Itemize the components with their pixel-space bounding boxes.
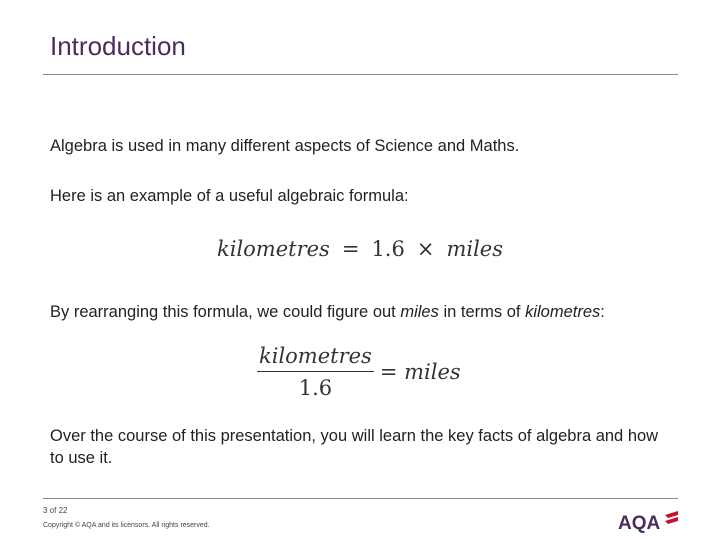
formula-lhs: kilometres	[217, 237, 330, 261]
rearranging-text-end: :	[600, 303, 605, 321]
rearranging-paragraph	[50, 301, 605, 323]
fraction-rhs: = miles	[379, 360, 461, 384]
fraction	[257, 344, 374, 400]
aqa-logo	[618, 509, 680, 533]
rearranging-text-start: By rearranging this formula, we could figure out	[50, 303, 401, 321]
formula-rhs: miles	[446, 237, 504, 261]
aqa-logo-mark	[665, 511, 678, 524]
formula-miles	[257, 344, 461, 400]
example-paragraph: Here is an example of a useful algebraic formula:	[50, 187, 409, 205]
rearranging-text-middle: in terms of	[438, 303, 526, 321]
intro-paragraph: Algebra is used in many different aspects of Science and Maths.	[50, 137, 520, 155]
page-number: 3 of 22	[43, 506, 68, 515]
formula-number: 1.6	[371, 237, 405, 261]
footer-divider	[43, 498, 678, 499]
closing-paragraph: Over the course of this presentation, you will learn the key facts of algebra and how to use it.	[50, 427, 659, 467]
copyright-notice: Copyright © AQA and its licensors. All rights reserved.	[43, 522, 210, 529]
fraction-numerator: kilometres	[257, 344, 374, 372]
fraction-denominator: 1.6	[298, 376, 333, 400]
kilometres-emphasis: kilometres	[525, 303, 601, 321]
miles-emphasis: miles	[400, 303, 439, 321]
formula-equals: =	[341, 237, 360, 261]
page-title: Introduction	[50, 31, 186, 61]
aqa-logo-text: AQA	[618, 513, 661, 533]
formula-times: ×	[416, 237, 435, 261]
title-divider	[43, 74, 678, 75]
formula-kilometres	[217, 237, 503, 261]
